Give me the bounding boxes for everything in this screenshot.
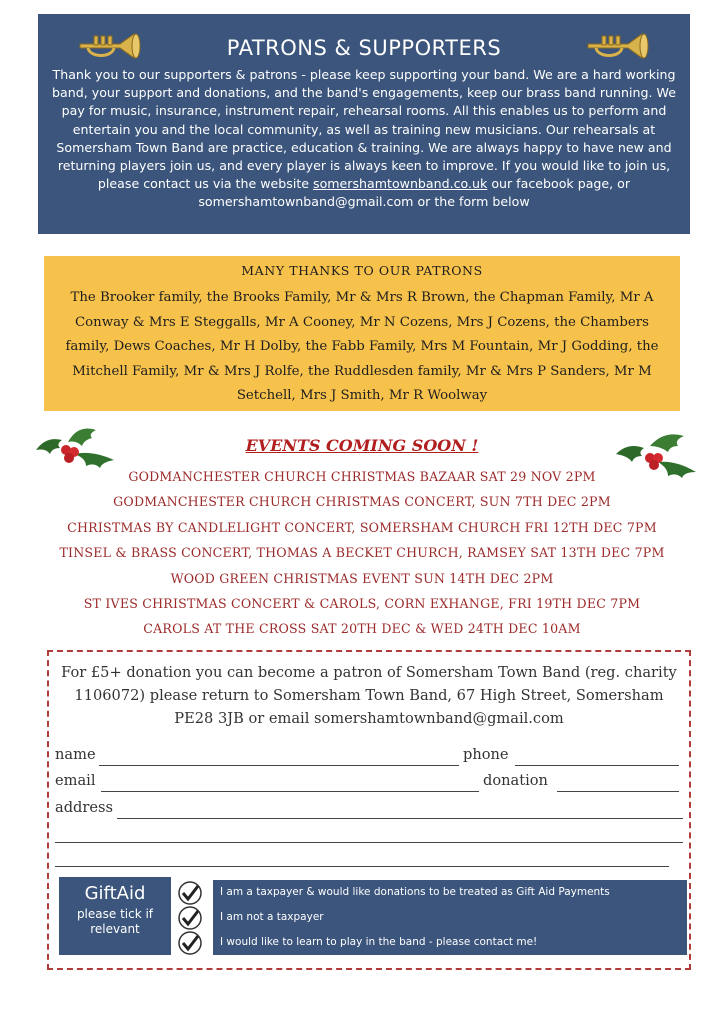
address-line-2[interactable] — [55, 842, 683, 843]
donation-field[interactable] — [557, 791, 679, 792]
form-intro: For £5+ donation you can become a patron of Somersham Town Band (reg. charity 1106072) please return to Somersham Town Band, 67 High Street, Somersham PE28 3JB or email somershamtownband@gmail.com — [61, 664, 677, 727]
website-link[interactable]: somershamtownband.co.uk — [313, 176, 488, 192]
thanks-title: MANY THANKS TO OUR PATRONS — [241, 263, 483, 278]
event-item: ST IVES CHRISTMAS CONCERT & CAROLS, CORN EXHANGE, FRI 19TH DEC 7PM — [83, 595, 641, 611]
checkmark-icon[interactable] — [177, 880, 203, 906]
address-line-3[interactable] — [55, 866, 669, 867]
patron-names: The Brooker family, the Brooks Family, Mr & Mrs R Brown, the Chapman Family, Mr A Conway & Mrs E Steggalls, Mr A Cooney, Mr N Cozens, Mrs J Cozens, the Chambers family, Dews Coaches, Mr H Dolby, the Fabb Family, Mrs M Fountain, Mr J Godding, the Mitchell Family, Mr & Mrs J Rolfe, the Ruddlesden family, Mr & Mrs P Sanders, Mr M Setchell, Mrs J Smith, Mr R Woolway — [65, 290, 659, 404]
event-item: CHRISTMAS BY CANDLELIGHT CONCERT, SOMERSHAM CHURCH FRI 12TH DEC 7PM — [67, 519, 657, 535]
patrons-body-text: Thank you to our supporters & patrons - please keep supporting your band. We are a hard working band, your support and donations, and the band's engagements, keep our brass band running. We pay for music, insurance, instrument repair, rehearsal rooms. All this enables us to perform and entertain you and the local community, as well as training new musicians. Our rehearsals at Somersham Town Band are practice, education & training. We are always happy to have new and returning players join us, and every player is always keen to improve. If you would like to join us, please contact us via the website — [52, 67, 676, 192]
events-title: EVENTS COMING SOON ! — [245, 436, 479, 455]
name-label: name — [55, 746, 96, 763]
address-field[interactable] — [117, 818, 683, 819]
giftaid-options — [213, 880, 687, 955]
address-label: address — [55, 799, 113, 816]
giftaid-box — [59, 877, 171, 955]
giftaid-title: GiftAid — [84, 883, 146, 904]
patrons-title: PATRONS & SUPPORTERS — [226, 36, 502, 60]
patrons-section — [38, 14, 690, 234]
giftaid-option-not-taxpayer: I am not a taxpayer — [220, 911, 324, 923]
checkmark-icon[interactable] — [177, 930, 203, 956]
event-item: CAROLS AT THE CROSS SAT 20TH DEC & WED 24TH DEC 10AM — [143, 621, 581, 637]
name-field[interactable] — [99, 765, 459, 766]
phone-label: phone — [463, 746, 509, 763]
donation-label: donation — [483, 772, 548, 789]
patrons-body-end: our facebook page, or somershamtownband@gmail.com or the form below — [198, 176, 631, 210]
phone-field[interactable] — [515, 765, 679, 766]
giftaid-subtitle: please tick if relevant — [76, 907, 154, 936]
events-list — [0, 464, 724, 642]
giftaid-option-taxpayer: I am a taxpayer & would like donations to be treated as Gift Aid Payments — [220, 886, 610, 898]
event-item: GODMANCHESTER CHURCH CHRISTMAS CONCERT, SUN 7TH DEC 2PM — [113, 494, 611, 510]
event-item: TINSEL & BRASS CONCERT, THOMAS A BECKET CHURCH, RAMSEY SAT 13TH DEC 7PM — [59, 545, 665, 561]
giftaid-option-learn: I would like to learn to play in the band - please contact me! — [220, 936, 538, 948]
checkmark-icon[interactable] — [177, 905, 203, 931]
event-item: GODMANCHESTER CHURCH CHRISTMAS BAZAAR SAT 29 NOV 2PM — [128, 469, 596, 484]
email-label: email — [55, 772, 96, 789]
email-field[interactable] — [101, 791, 479, 792]
patrons-thanks-section — [44, 256, 680, 411]
patrons-body — [48, 66, 680, 212]
donation-form — [47, 650, 691, 970]
event-item: WOOD GREEN CHRISTMAS EVENT SUN 14TH DEC 2PM — [170, 570, 554, 586]
